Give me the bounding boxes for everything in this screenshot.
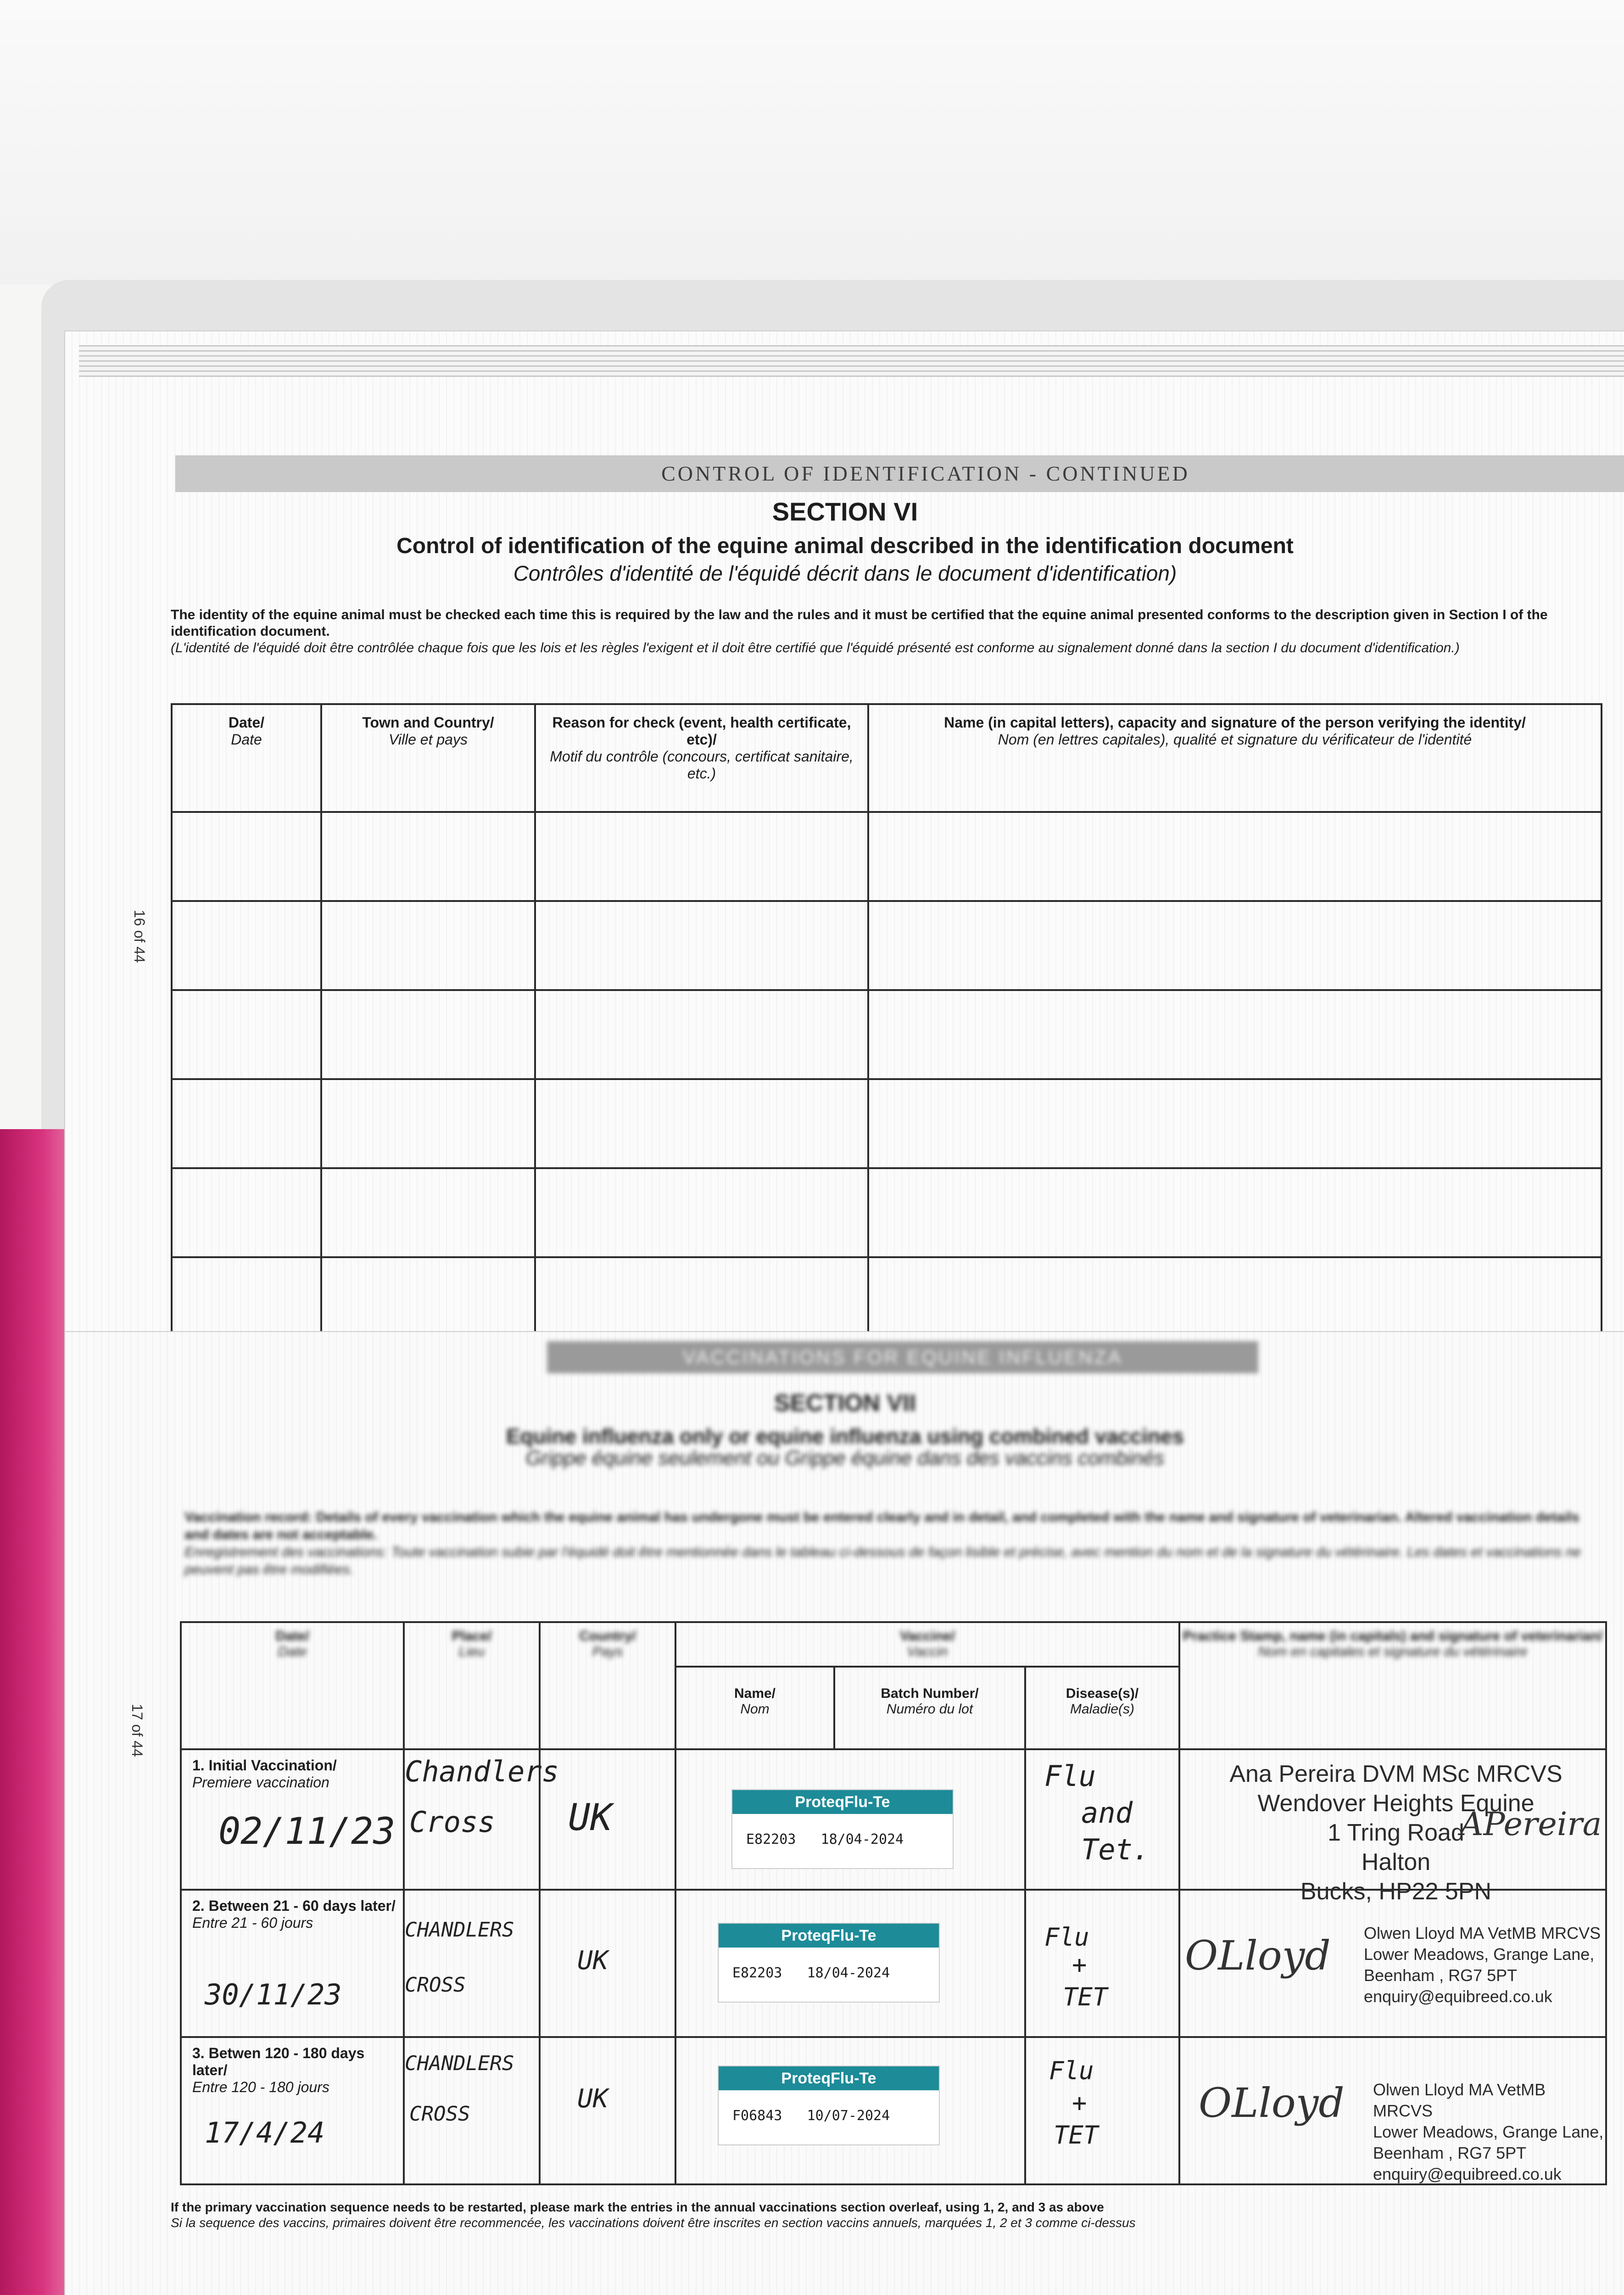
page-number: 17 of 44 bbox=[129, 1704, 145, 1757]
cell-country bbox=[540, 2037, 675, 2184]
place-line-1: CHANDLERS bbox=[405, 2052, 514, 2075]
disease-line-2: + bbox=[1072, 2088, 1087, 2117]
cell-vaccine-sticker bbox=[675, 2037, 1025, 2184]
section-intro bbox=[171, 607, 1593, 656]
vet-signature: OLloyd bbox=[1199, 2079, 1345, 2127]
table-row bbox=[181, 1749, 1606, 1890]
cell-practice-stamp bbox=[1179, 1749, 1606, 1905]
country-handwritten: UK bbox=[568, 1796, 613, 1839]
vaccine-sticker bbox=[718, 2066, 940, 2145]
intro-en: The identity of the equine animal must be checked each time this is required by the law and the rules and it must be certified that the equine animal presented conforms to the description given in Section I of the identification document. bbox=[171, 607, 1548, 639]
row-label: 2. Between 21 - 60 days later/ Entre 21 - 60 jours bbox=[192, 1898, 396, 1931]
col-vaccine: Vaccine/ Vaccin bbox=[675, 1622, 1179, 1667]
disease-line-2: + bbox=[1072, 1950, 1087, 1979]
table-row bbox=[172, 990, 1602, 1079]
section-heading-fr: Contrôles d'identité de l'équidé décrit dans le document d'identification) bbox=[513, 561, 1177, 585]
practice-stamp: Ana Pereira DVM MSc MRCVS Wendover Heights Equine 1 Tring Road Halton Bucks, HP22 5PN bbox=[1229, 1761, 1563, 1905]
section-band: VACCINATIONS FOR EQUINE INFLUENZA bbox=[547, 1341, 1258, 1373]
country-handwritten: UK bbox=[577, 2084, 608, 2114]
place-line-1: Chandlers bbox=[405, 1755, 559, 1788]
vaccination-record-note: Vaccination record: Details of every vaccination which the equine animal has undergone must be entered clearly and in detail, and completed with the name and signature of veterinarian. Altered vaccination details and dates are not acceptable. Enregistrement des vaccinations: Toute vaccination subie par l'équidé doit être mentionnée dans le tableau ci-dessous de façon lisible et précise, avec mention du nom et de la signature du vétérinaire. Les dates et vaccinations ne peuvent pas être modifiées. bbox=[184, 1510, 1581, 1577]
col-country: Country/ Pays bbox=[540, 1622, 675, 1749]
cell-place bbox=[404, 1890, 540, 2037]
disease-line-3: TET bbox=[1054, 2121, 1099, 2149]
cell-practice-stamp bbox=[1179, 1890, 1606, 2037]
disease-line-3: Tet. bbox=[1081, 1833, 1150, 1866]
country-handwritten: UK bbox=[577, 1946, 608, 1976]
col-place: Place/ Lieu bbox=[404, 1622, 540, 1749]
row-label: 1. Initial Vaccination/ Premiere vaccination bbox=[192, 1757, 337, 1791]
passport-spine bbox=[0, 1129, 69, 2295]
sticker-batch-expiry: E82203 18/04-2024 bbox=[746, 1831, 904, 1847]
cell-disease bbox=[1025, 2037, 1179, 2184]
table-row bbox=[172, 1079, 1602, 1168]
section-title: SECTION VI bbox=[772, 497, 918, 526]
disease-line-1: Flu bbox=[1049, 2056, 1094, 2085]
col-verifier: Name (in capital letters), capacity and signature of the person verifying the identity/ Nom (en lettres capitales), qualité et signature du vérificateur de l'identité bbox=[868, 704, 1602, 812]
sticker-batch-expiry: E82203 18/04-2024 bbox=[732, 1965, 890, 1981]
date-handwritten: 02/11/23 bbox=[218, 1810, 396, 1853]
cell-practice-stamp bbox=[1179, 2037, 1606, 2184]
col-practice-stamp: Practice Stamp, name (in capitals) and signature of veterinarian/ Nom en capitales et signature du vétérinaire bbox=[1179, 1622, 1606, 1749]
vaccine-brand: ProteqFlu-Te bbox=[732, 1790, 953, 1814]
practice-stamp: Olwen Lloyd MA VetMB MRCVS Lower Meadows, Grange Lane, Beenham , RG7 5PT enquiry@equibreed.co.uk bbox=[1364, 1924, 1601, 2006]
date-handwritten: 30/11/23 bbox=[205, 1978, 342, 2011]
cell-place bbox=[404, 1749, 559, 1890]
cell-country bbox=[540, 1749, 675, 1890]
col-disease: Disease(s)/ Maladie(s) bbox=[1025, 1667, 1179, 1749]
disease-line-1: Flu bbox=[1044, 1759, 1096, 1793]
cell-date bbox=[181, 2037, 404, 2184]
place-line-2: Cross bbox=[409, 1805, 495, 1839]
section-title: SECTION VII bbox=[774, 1390, 916, 1416]
vaccine-brand: ProteqFlu-Te bbox=[719, 2066, 939, 2090]
col-date: Date/ Date bbox=[181, 1622, 404, 1749]
practice-stamp: Olwen Lloyd MA VetMB MRCVS Lower Meadows, Grange Lane, Beenham , RG7 5PT enquiry@equibreed.co.uk bbox=[1373, 2080, 1604, 2183]
section-heading-en: Equine influenza only or equine influenza using combined vaccines bbox=[506, 1424, 1184, 1448]
vaccine-brand: ProteqFlu-Te bbox=[719, 1924, 939, 1948]
cell-disease bbox=[1025, 1749, 1179, 1890]
section-band: CONTROL OF IDENTIFICATION - CONTINUED bbox=[175, 455, 1624, 492]
intro-fr: (L'identité de l'équidé doit être contrôlée chaque fois que les lois et les règles l'exigent et il doit être certifié que l'équidé présenté est conforme au signalement donné dans la section I du document d'identification.) bbox=[171, 640, 1460, 655]
table-row bbox=[181, 1890, 1606, 2037]
table-header bbox=[172, 704, 1602, 812]
place-line-2: CROSS bbox=[409, 2102, 470, 2126]
footnote-fr: Si la sequence des vaccins, primaires doivent être recommencée, les vaccinations doivent être inscrites en section vaccins annuels, marquées 1, 2 et 3 comme ci-dessus bbox=[171, 2216, 1136, 2230]
col-town: Town and Country/ Ville et pays bbox=[321, 704, 535, 812]
disease-line-3: TET bbox=[1063, 1982, 1108, 2011]
col-batch: Batch Number/ Numéro du lot bbox=[834, 1667, 1025, 1749]
table-row bbox=[181, 2037, 1606, 2184]
page-16 bbox=[64, 330, 1624, 1342]
scan-background bbox=[0, 0, 1624, 285]
place-line-1: CHANDLERS bbox=[405, 1918, 514, 1942]
table-row bbox=[172, 812, 1602, 901]
cell-date bbox=[181, 1749, 404, 1890]
cell-place bbox=[404, 2037, 540, 2184]
table-row bbox=[172, 1168, 1602, 1257]
cell-country bbox=[540, 1890, 675, 2037]
date-handwritten: 17/4/24 bbox=[205, 2116, 325, 2149]
vet-signature: OLloyd bbox=[1185, 1932, 1331, 1979]
footnote-en: If the primary vaccination sequence needs to be restarted, please mark the entries in the annual vaccinations section overleaf, using 1, 2, and 3 as above bbox=[171, 2200, 1104, 2214]
vaccination-table bbox=[180, 1621, 1607, 2185]
footnote bbox=[171, 2200, 1136, 2231]
sticker-batch-expiry: F06843 10/07-2024 bbox=[732, 2108, 890, 2124]
table-row bbox=[172, 901, 1602, 990]
section-heading-fr: Grippe équine seulement ou Grippe équine dans des vaccins combinés bbox=[525, 1447, 1165, 1469]
cell-vaccine-sticker bbox=[675, 1890, 1025, 2037]
cell-disease bbox=[1025, 1890, 1179, 2037]
page-top-rule bbox=[79, 345, 1624, 377]
vaccine-sticker bbox=[731, 1789, 954, 1869]
place-line-2: CROSS bbox=[405, 1973, 466, 1997]
col-reason: Reason for check (event, health certificate, etc)/ Motif du contrôle (concours, certificat sanitaire, etc.) bbox=[535, 704, 868, 812]
disease-line-1: Flu bbox=[1044, 1923, 1089, 1952]
disease-line-2: and bbox=[1081, 1796, 1133, 1830]
page-17 bbox=[64, 1331, 1624, 2295]
row-label: 3. Betwen 120 - 180 days later/ Entre 120 - 180 jours bbox=[192, 2045, 365, 2095]
col-vaccine-name: Name/ Nom bbox=[675, 1667, 834, 1749]
col-date: Date/ Date bbox=[172, 704, 321, 812]
cell-date bbox=[181, 1890, 404, 2037]
page-number: 16 of 44 bbox=[131, 910, 148, 963]
vaccine-sticker bbox=[718, 1923, 940, 2003]
table-header bbox=[181, 1622, 1606, 1667]
cell-vaccine-sticker bbox=[675, 1749, 1025, 1890]
vet-signature: APereira bbox=[1460, 1805, 1602, 1843]
section-heading-en: Control of identification of the equine animal described in the identification document bbox=[396, 534, 1294, 558]
identification-check-table bbox=[171, 703, 1602, 1347]
